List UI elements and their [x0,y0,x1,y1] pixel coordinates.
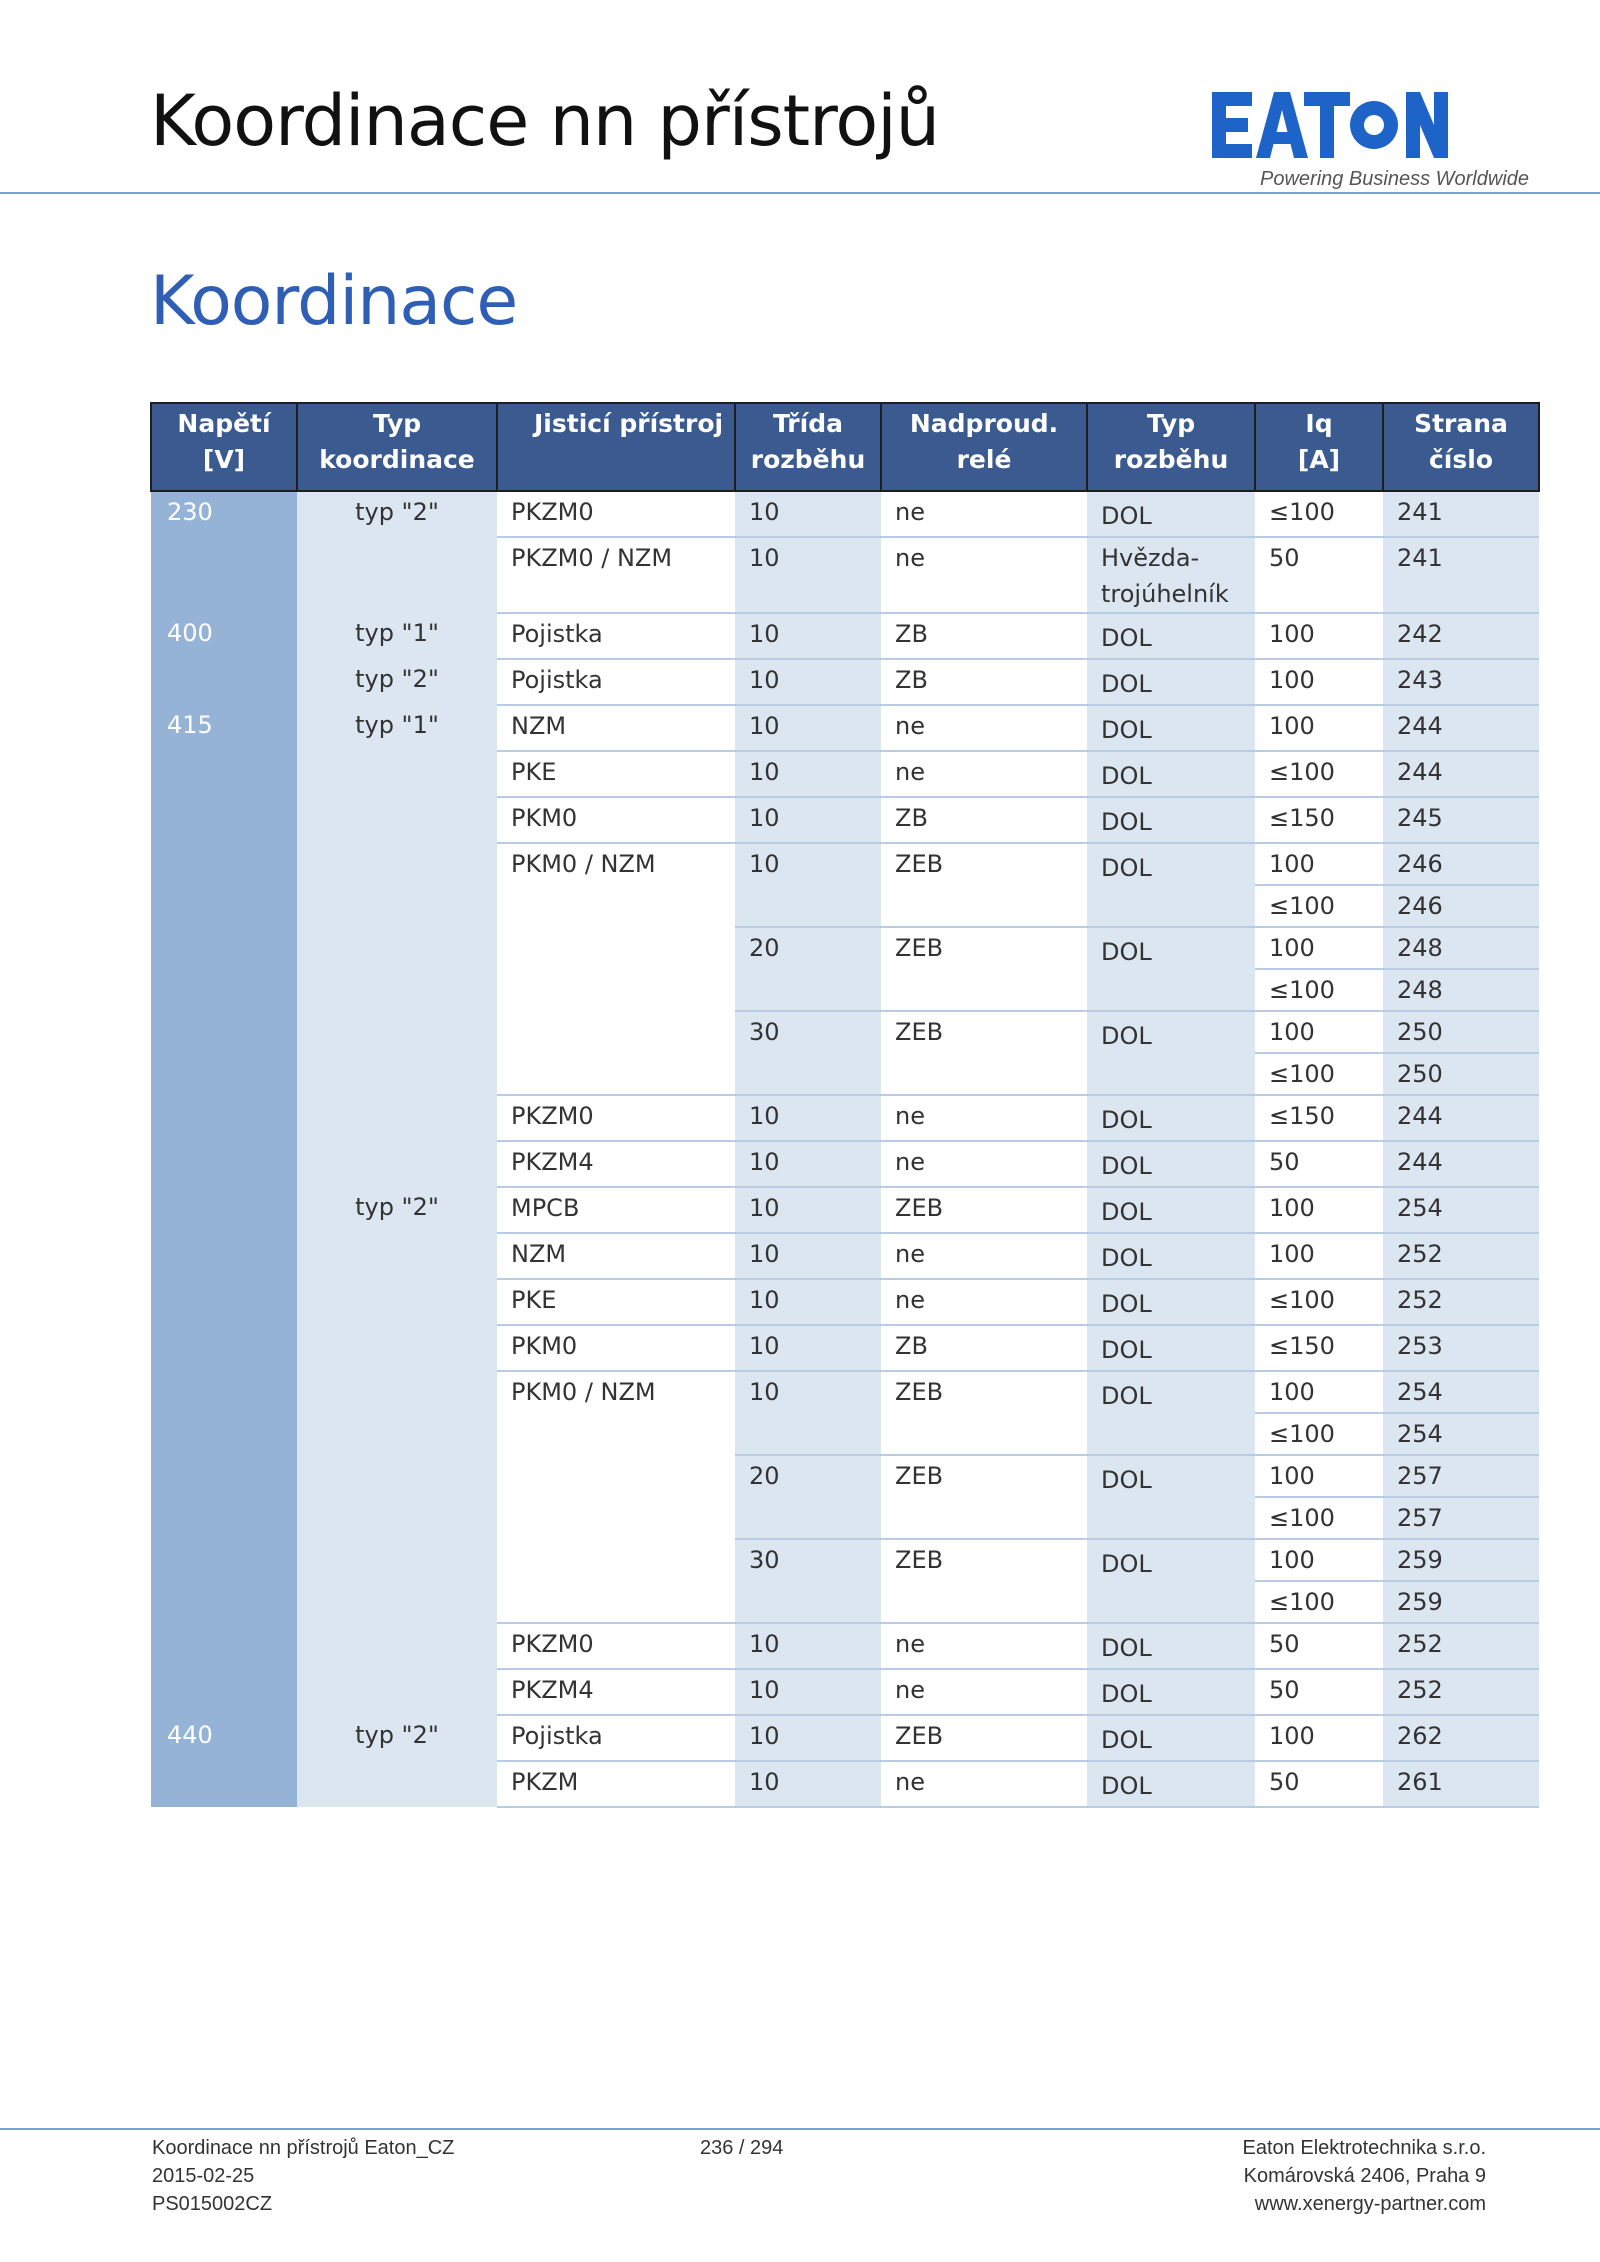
footer-company-info [1243,2134,1486,2218]
relay-cell: ZEB [881,1455,1087,1539]
col-header-trip-class: Třída rozběhu [735,403,881,491]
iq-cell: ≤100 [1255,969,1383,1011]
section-heading: Koordinace [150,262,518,341]
iq-cell: ≤100 [1255,1279,1383,1325]
start-type-cell: DOL [1087,1539,1255,1623]
class-cell: 10 [735,1623,881,1669]
logo-tagline: Powering Business Worldwide [1260,168,1530,190]
class-cell: 20 [735,1455,881,1539]
table-row [151,491,1539,537]
start-type-cell: DOL [1087,1623,1255,1669]
start-type-cell: DOL [1087,491,1255,537]
class-cell: 10 [735,537,881,613]
relay-cell: ZEB [881,1187,1087,1233]
class-cell: 10 [735,797,881,843]
iq-cell: 100 [1255,613,1383,659]
iq-cell: 100 [1255,659,1383,705]
class-cell: 10 [735,705,881,751]
relay-cell: ZEB [881,1715,1087,1761]
class-cell: 10 [735,1095,881,1141]
page-cell: 244 [1383,705,1539,751]
eaton-logo [1212,92,1532,196]
class-cell: 30 [735,1011,881,1095]
relay-cell: ZEB [881,927,1087,1011]
start-type-cell: DOL [1087,1011,1255,1095]
device-cell: PKZM4 [497,1141,735,1187]
device-cell: NZM [497,1233,735,1279]
table-header-row [151,403,1539,491]
iq-cell: ≤100 [1255,1053,1383,1095]
relay-cell: ne [881,1623,1087,1669]
iq-cell: 50 [1255,1669,1383,1715]
start-type-cell: DOL [1087,1455,1255,1539]
footer-divider [0,2128,1600,2130]
footer-document-name: Koordinace nn přístrojů Eaton_CZ [152,2137,455,2159]
page-cell: 261 [1383,1761,1539,1807]
page-cell: 246 [1383,885,1539,927]
page-cell: 254 [1383,1371,1539,1413]
relay-cell: ne [881,1279,1087,1325]
device-cell: PKM0 [497,1325,735,1371]
class-cell: 10 [735,751,881,797]
device-cell: Pojistka [497,1715,735,1761]
class-cell: 10 [735,1233,881,1279]
iq-cell: 100 [1255,927,1383,969]
start-type-cell: DOL [1087,1325,1255,1371]
iq-cell: ≤100 [1255,885,1383,927]
col-header-overload-relay: Nadproud. relé [881,403,1087,491]
page-cell: 244 [1383,1095,1539,1141]
page-cell: 244 [1383,1141,1539,1187]
page-cell: 252 [1383,1669,1539,1715]
page-cell: 246 [1383,843,1539,885]
start-type-cell: DOL [1087,1279,1255,1325]
iq-cell: 50 [1255,1623,1383,1669]
page-cell: 254 [1383,1187,1539,1233]
footer-document-info [152,2134,454,2218]
voltage-cell: 440 [151,1715,297,1807]
device-cell: MPCB [497,1187,735,1233]
page-cell: 259 [1383,1539,1539,1581]
relay-cell: ne [881,751,1087,797]
class-cell: 10 [735,613,881,659]
coordination-type-cell: typ "2" [297,491,497,613]
page-cell: 248 [1383,927,1539,969]
page-cell: 241 [1383,537,1539,613]
footer-company-address: Komárovská 2406, Praha 9 [1243,2165,1486,2187]
page-cell: 250 [1383,1011,1539,1053]
page-cell: 257 [1383,1455,1539,1497]
class-cell: 30 [735,1539,881,1623]
col-header-iq: Iq [A] [1255,403,1383,491]
footer-document-code: PS015002CZ [152,2193,273,2215]
header-divider [0,192,1600,194]
class-cell: 10 [735,843,881,927]
page-cell: 252 [1383,1279,1539,1325]
start-type-cell: DOL [1087,613,1255,659]
relay-cell: ne [881,705,1087,751]
iq-cell: 100 [1255,1187,1383,1233]
iq-cell: 100 [1255,705,1383,751]
device-cell: PKZM0 [497,491,735,537]
table-row [151,1715,1539,1761]
iq-cell: 50 [1255,1761,1383,1807]
table-row [151,659,1539,705]
coordination-type-cell: typ "2" [297,1715,497,1807]
class-cell: 10 [735,1325,881,1371]
start-type-cell: DOL [1087,1187,1255,1233]
page-cell: 244 [1383,751,1539,797]
device-cell: PKZM4 [497,1669,735,1715]
iq-cell: 100 [1255,843,1383,885]
start-type-cell: DOL [1087,751,1255,797]
device-cell: Pojistka [497,613,735,659]
relay-cell: ne [881,1669,1087,1715]
page-cell: 242 [1383,613,1539,659]
iq-cell: ≤100 [1255,491,1383,537]
relay-cell: ZEB [881,843,1087,927]
page-cell: 252 [1383,1623,1539,1669]
coordination-type-cell: typ "1" [297,613,497,659]
iq-cell: ≤150 [1255,1325,1383,1371]
relay-cell: ZB [881,1325,1087,1371]
start-type-cell: DOL [1087,659,1255,705]
start-type-cell: DOL [1087,1371,1255,1455]
iq-cell: ≤100 [1255,1581,1383,1623]
relay-cell: ne [881,491,1087,537]
col-header-start-type: Typ rozběhu [1087,403,1255,491]
relay-cell: ne [881,1761,1087,1807]
iq-cell: 100 [1255,1371,1383,1413]
start-type-cell: Hvězda-trojúhelník [1087,537,1255,613]
device-cell: NZM [497,705,735,751]
class-cell: 20 [735,927,881,1011]
page-cell: 252 [1383,1233,1539,1279]
iq-cell: ≤100 [1255,1497,1383,1539]
start-type-cell: DOL [1087,1669,1255,1715]
voltage-cell: 400 [151,613,297,705]
iq-cell: ≤100 [1255,751,1383,797]
voltage-cell: 415 [151,705,297,1715]
device-cell: PKZM0 [497,1623,735,1669]
iq-cell: 100 [1255,1233,1383,1279]
start-type-cell: DOL [1087,843,1255,927]
page-cell: 259 [1383,1581,1539,1623]
start-type-cell: DOL [1087,927,1255,1011]
table-row [151,705,1539,751]
device-cell: Pojistka [497,659,735,705]
page-cell: 248 [1383,969,1539,1011]
coordination-table [150,402,1540,1808]
relay-cell: ne [881,1233,1087,1279]
page-cell: 250 [1383,1053,1539,1095]
iq-cell: ≤100 [1255,1413,1383,1455]
class-cell: 10 [735,1371,881,1455]
page-cell: 257 [1383,1497,1539,1539]
iq-cell: 50 [1255,537,1383,613]
start-type-cell: DOL [1087,797,1255,843]
iq-cell: 100 [1255,1455,1383,1497]
eaton-logo-mark [1212,92,1448,158]
iq-cell: 50 [1255,1141,1383,1187]
device-cell: PKZM0 [497,1095,735,1141]
start-type-cell: DOL [1087,1233,1255,1279]
device-cell: PKE [497,751,735,797]
page-cell: 262 [1383,1715,1539,1761]
device-cell: PKE [497,1279,735,1325]
class-cell: 10 [735,1761,881,1807]
class-cell: 10 [735,1715,881,1761]
device-cell: PKM0 [497,797,735,843]
class-cell: 10 [735,1279,881,1325]
col-header-protective-device: Jisticí přístroj [497,403,735,491]
start-type-cell: DOL [1087,1141,1255,1187]
start-type-cell: DOL [1087,1761,1255,1807]
class-cell: 10 [735,1187,881,1233]
start-type-cell: DOL [1087,705,1255,751]
col-header-voltage: Napětí [V] [151,403,297,491]
footer-company-website: www.xenergy-partner.com [1254,2193,1486,2215]
class-cell: 10 [735,1669,881,1715]
iq-cell: 100 [1255,1539,1383,1581]
device-cell: PKZM [497,1761,735,1807]
relay-cell: ZEB [881,1539,1087,1623]
page-cell: 243 [1383,659,1539,705]
relay-cell: ZB [881,797,1087,843]
start-type-cell: DOL [1087,1715,1255,1761]
footer-company-name: Eaton Elektrotechnika s.r.o. [1242,2137,1486,2159]
device-cell: PKM0 / NZM [497,1371,735,1623]
document-title: Koordinace nn přístrojů [150,80,940,162]
iq-cell: 100 [1255,1715,1383,1761]
table-row [151,1187,1539,1233]
relay-cell: ne [881,1095,1087,1141]
page-cell: 254 [1383,1413,1539,1455]
relay-cell: ne [881,537,1087,613]
iq-cell: 100 [1255,1011,1383,1053]
relay-cell: ne [881,1141,1087,1187]
page-cell: 241 [1383,491,1539,537]
voltage-cell: 230 [151,491,297,613]
start-type-cell: DOL [1087,1095,1255,1141]
iq-cell: ≤150 [1255,797,1383,843]
class-cell: 10 [735,659,881,705]
relay-cell: ZB [881,613,1087,659]
relay-cell: ZEB [881,1371,1087,1455]
coordination-type-cell: typ "2" [297,659,497,705]
footer-page-indicator: 236 / 294 [700,2137,784,2159]
iq-cell: ≤150 [1255,1095,1383,1141]
col-header-page-number: Strana číslo [1383,403,1539,491]
footer-date: 2015-02-25 [152,2165,255,2187]
page-cell: 253 [1383,1325,1539,1371]
table-row [151,613,1539,659]
device-cell: PKZM0 / NZM [497,537,735,613]
coordination-type-cell: typ "2" [297,1187,497,1715]
class-cell: 10 [735,1141,881,1187]
col-header-coordination-type: Typ koordinace [297,403,497,491]
device-cell: PKM0 / NZM [497,843,735,1095]
class-cell: 10 [735,491,881,537]
relay-cell: ZB [881,659,1087,705]
page-cell: 245 [1383,797,1539,843]
relay-cell: ZEB [881,1011,1087,1095]
coordination-type-cell: typ "1" [297,705,497,1187]
